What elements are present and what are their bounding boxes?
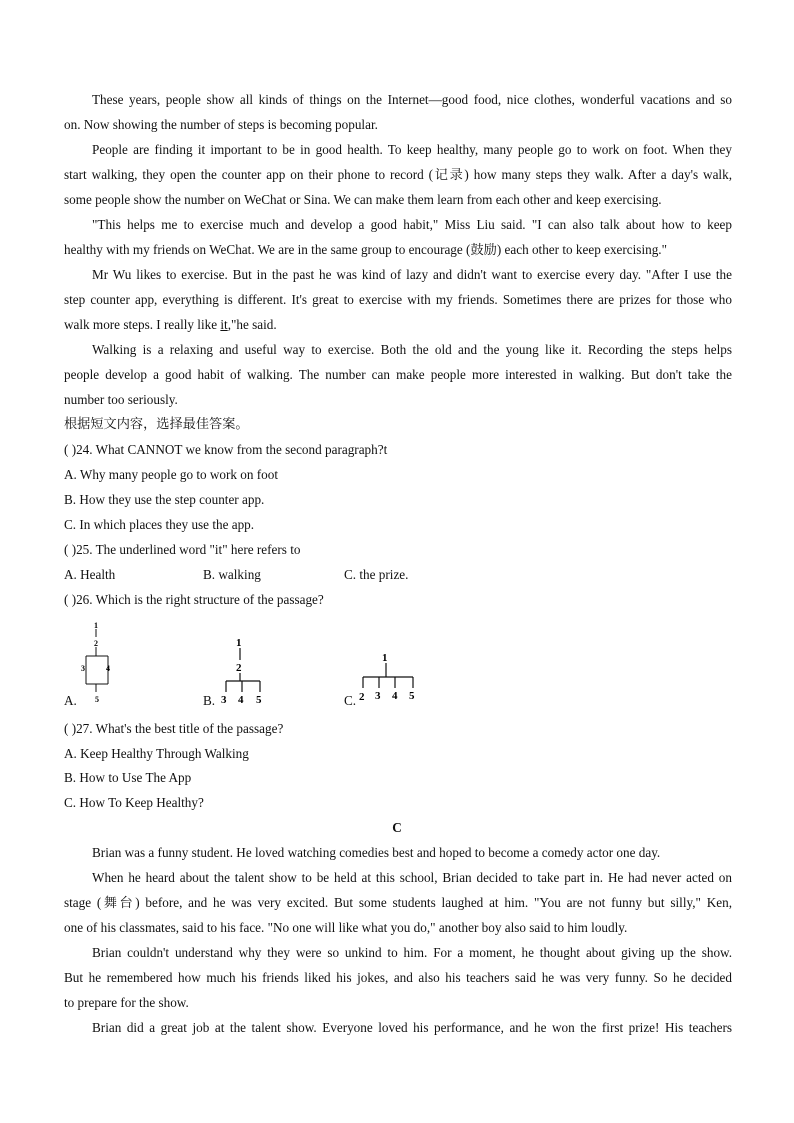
passage-line: "This helps me to exercise much and develop a good habit," Miss Liu said. "I can also talk about how to keep [92, 217, 732, 232]
question-25-stem: ( )25. The underlined word "it" here refers to [64, 542, 301, 557]
passage-line: Brian did a great job at the talent show. Everyone loved his performance, and he won the first prize! His teachers [92, 1020, 732, 1035]
passage-line: step counter app, everything is different. It's great to exercise with my friends. Sometimes there are prizes for those who [64, 292, 732, 307]
question-25-option-b: B. walking [203, 567, 261, 582]
passage-line: People are finding it important to be in good health. To keep healthy, many people go to work on foot. When they [92, 142, 732, 157]
passage-line: These years, people show all kinds of things on the Internet—good food, nice clothes, wonderful vacations and so [92, 92, 732, 107]
underlined-word: it [220, 317, 228, 332]
diagram-label: 4 [238, 694, 244, 706]
question-26-option-a: A. [64, 693, 77, 708]
diagram-label: 5 [409, 690, 415, 702]
diagram-label: 1 [236, 637, 242, 649]
passage-line: When he heard about the talent show to be held at this school, Brian decided to take part in. He had never acted on [92, 870, 732, 885]
question-25-option-c: C. the prize. [344, 567, 409, 582]
question-27-stem: ( )27. What's the best title of the passage? [64, 721, 284, 736]
structure-diagram-b [215, 632, 275, 708]
text-run: walk more steps. I really like [64, 317, 221, 332]
passage-line: Walking is a relaxing and useful way to exercise. Both the old and the young like it. Recording the steps helps [92, 342, 732, 357]
question-26-option-c: C. [344, 693, 357, 708]
text-run: ,"he said. [227, 317, 277, 332]
question-25-option-a: A. Health [64, 567, 116, 582]
diagram-label: 2 [359, 691, 365, 703]
diagram-label: 5 [95, 695, 99, 704]
passage-line: stage (舞台) before, and he was very excited. But some students laughed at him. "You are not funny but silly," Ken, [64, 895, 732, 910]
passage-line: on. Now showing the number of steps is becoming popular. [64, 117, 378, 132]
section-heading: C [392, 820, 402, 835]
instruction: 根据短文内容，选择最佳答案。 [64, 416, 249, 431]
diagram-label: 3 [221, 694, 227, 706]
passage-line: number too seriously. [64, 392, 178, 407]
diagram-label: 5 [256, 694, 262, 706]
diagram-label: 1 [94, 621, 98, 630]
question-26-stem: ( )26. Which is the right structure of the passage? [64, 592, 324, 607]
passage-line: to prepare for the show. [64, 995, 189, 1010]
diagram-label: 3 [375, 690, 381, 702]
diagram-label: 4 [106, 664, 110, 673]
question-24-option-a: A. Why many people go to work on foot [64, 467, 279, 482]
passage-line: Brian couldn't understand why they were so unkind to him. For a moment, he thought about giving up the show. [92, 945, 732, 960]
question-26-option-b: B. [203, 693, 216, 708]
question-24-option-b: B. How they use the step counter app. [64, 492, 265, 507]
question-24-stem: ( )24. What CANNOT we know from the second paragraph?t [64, 442, 388, 457]
question-27-option-a: A. Keep Healthy Through Walking [64, 746, 249, 761]
passage-line: people develop a good habit of walking. The number can make people more interested in walking. But don't take the [64, 367, 732, 382]
question-27-option-b: B. How to Use The App [64, 770, 192, 785]
diagram-label: 1 [382, 652, 388, 664]
structure-diagram-c [355, 648, 425, 704]
question-24-option-c: C. In which places they use the app. [64, 517, 255, 532]
structure-diagram-a [78, 618, 118, 708]
diagram-label: 2 [94, 639, 98, 648]
question-27-option-c: C. How To Keep Healthy? [64, 795, 204, 810]
passage-line: Brian was a funny student. He loved watching comedies best and hoped to become a comedy actor one day. [92, 845, 661, 860]
diagram-label: 2 [236, 662, 242, 674]
diagram-label: 4 [392, 690, 398, 702]
passage-line: one of his classmates, said to his face. "No one will like what you do," another boy also said to him loudly. [64, 920, 628, 935]
passage-line: start walking, they open the counter app on their phone to record (记录) how many steps they walk. After a day's walk, [64, 167, 732, 182]
passage-line: some people show the number on WeChat or Sina. We can make them learn from each other and keep exercising. [64, 192, 662, 207]
passage-line: Mr Wu likes to exercise. But in the past he was kind of lazy and didn't want to exercise every day. "After I use the [92, 267, 732, 282]
passage-line: But he remembered how much his friends liked his jokes, and also his teachers said he was very funny. So he decided [64, 970, 732, 985]
diagram-label: 3 [81, 664, 85, 673]
passage-line-underlined [64, 312, 732, 337]
passage-line: healthy with my friends on WeChat. We are in the same group to encourage (鼓励) each other to keep exercising." [64, 242, 667, 257]
